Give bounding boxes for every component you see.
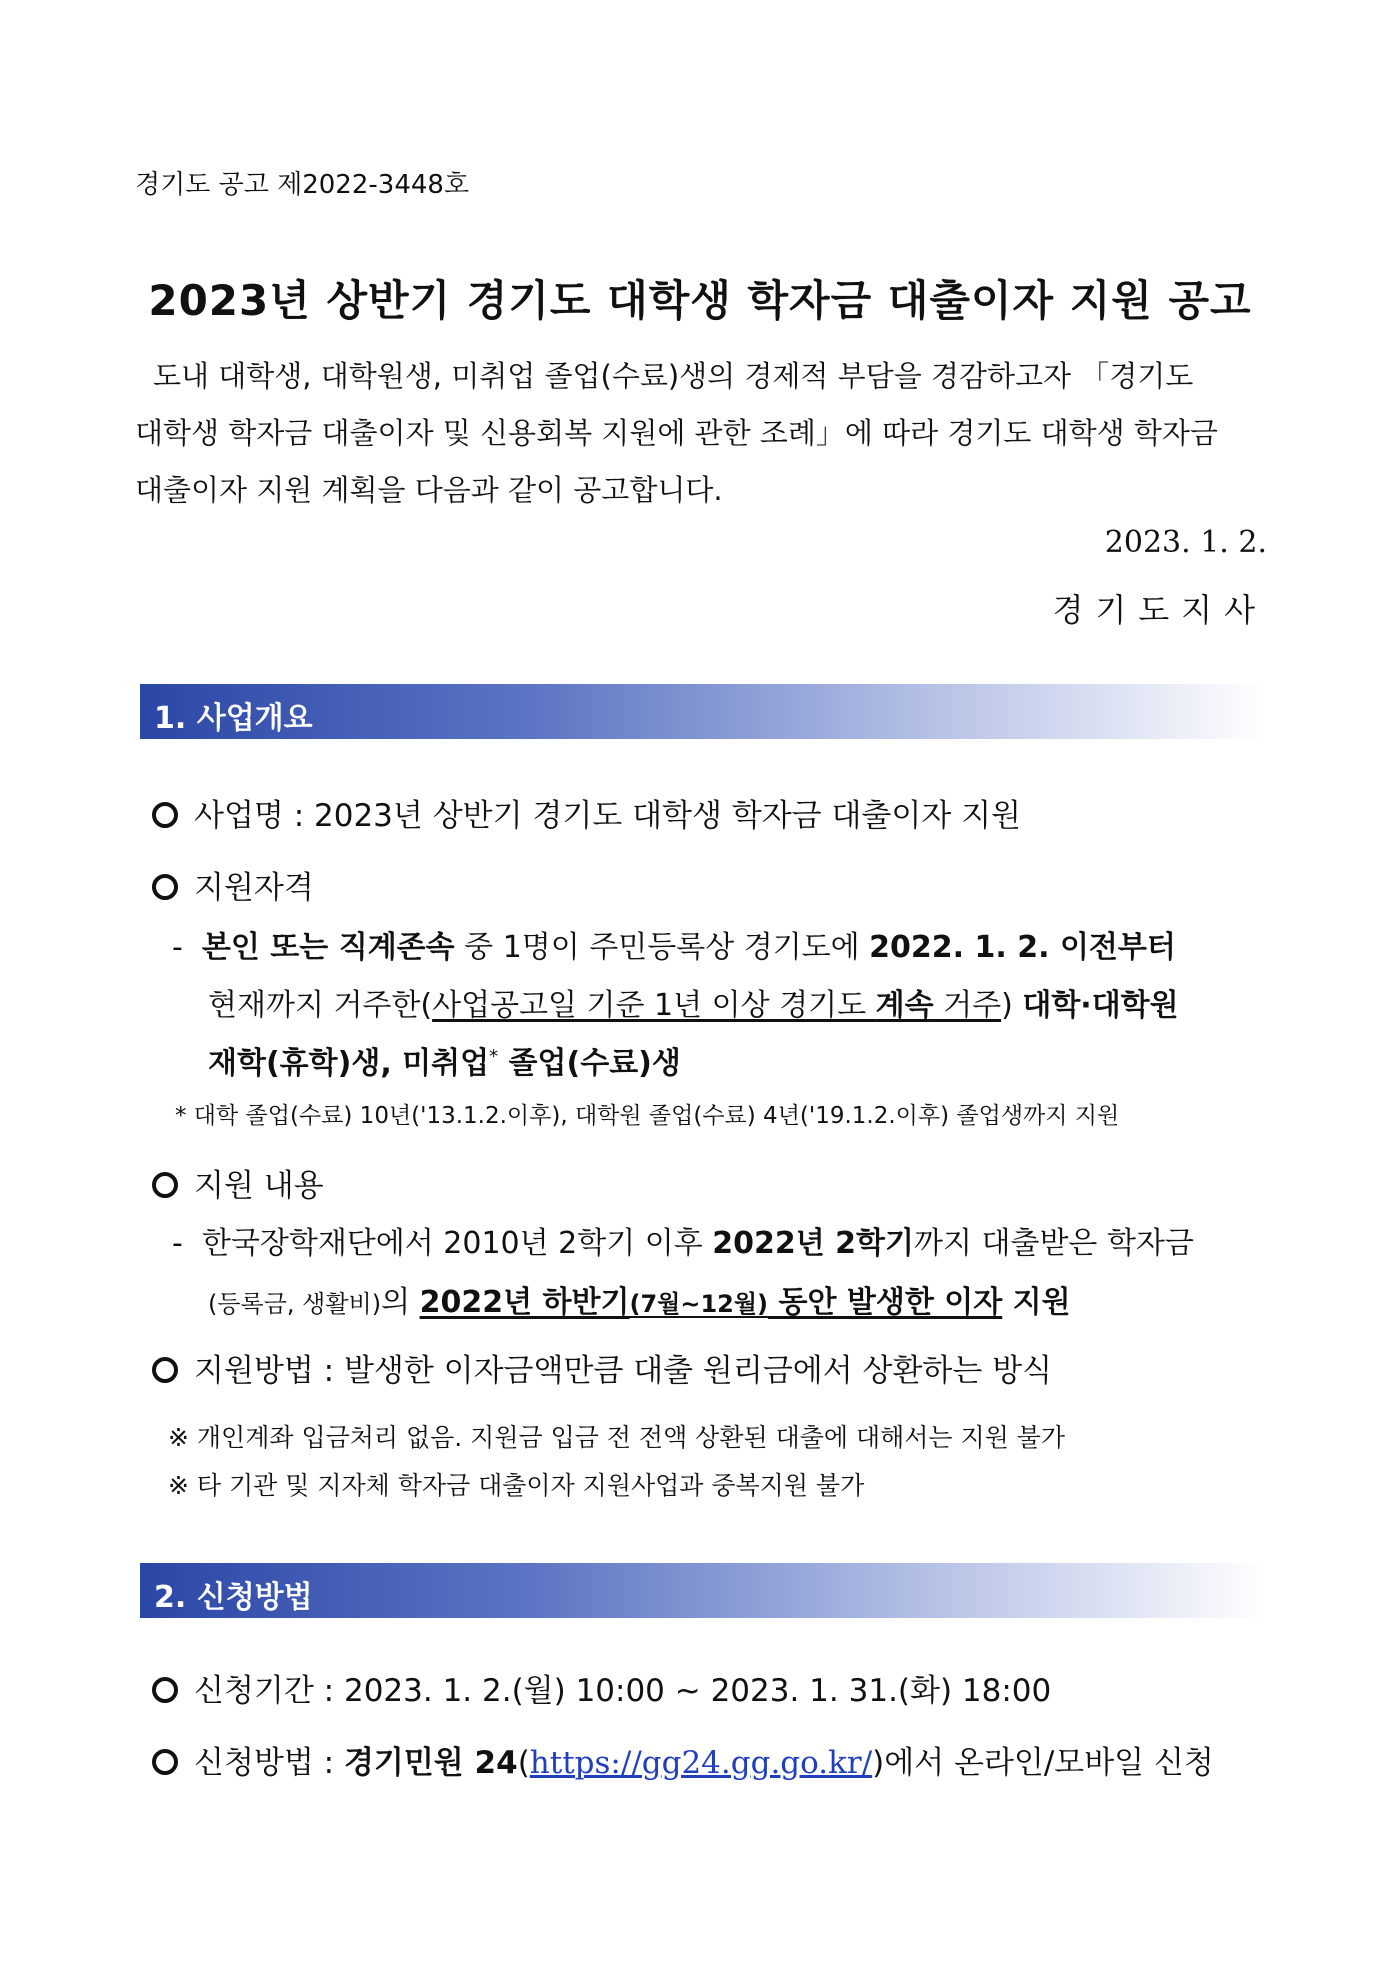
section-1-title: 1. 사업개요 <box>154 701 313 736</box>
circle-bullet-icon <box>152 802 178 828</box>
circle-bullet-icon <box>152 1172 178 1198</box>
section-2-title: 2. 신청방법 <box>154 1580 313 1615</box>
support-content-line-1: - 한국장학재단에서 2010년 2학기 이후 2022년 2학기까지 대출받은 학자금 <box>172 1226 1194 1261</box>
application-method-item: 신청방법 : 경기민원 24(https://gg24.gg.go.kr/)에서 온라인/모바일 신청 <box>152 1737 1214 1782</box>
circle-bullet-icon <box>152 1749 178 1775</box>
eligibility-note: * 대학 졸업(수료) 10년('13.1.2.이후), 대학원 졸업(수료) 4년('19.1.2.이후) 졸업생까지 지원 <box>175 1103 1120 1129</box>
circle-bullet-icon <box>152 1357 178 1383</box>
support-content-line-2: (등록금, 생활비)의 2022년 하반기(7월~12월) 동안 발생한 이자 지원 <box>208 1285 1071 1320</box>
gg24-link[interactable]: https://gg24.gg.go.kr/ <box>529 1745 873 1781</box>
support-method-item: 지원방법 : 발생한 이자금액만큼 대출 원리금에서 상환하는 방식 <box>152 1345 1052 1390</box>
section-2-header <box>140 1563 1265 1618</box>
signer: 경기도지사 <box>1052 591 1267 629</box>
circle-bullet-icon <box>152 874 178 900</box>
intro-line-1: 도내 대학생, 대학원생, 미취업 졸업(수료)생의 경제적 부담을 경감하고자 「경기도 <box>153 359 1194 393</box>
business-name-item: 사업명 : 2023년 상반기 경기도 대학생 학자금 대출이자 지원 <box>152 790 1021 835</box>
reference-note-2: ※ 타 기관 및 지자체 학자금 대출이자 지원사업과 중복지원 불가 <box>168 1471 865 1500</box>
eligibility-line-2: 현재까지 거주한(사업공고일 기준 1년 이상 경기도 계속 거주) 대학·대학원 <box>208 988 1179 1023</box>
announcement-date: 2023. 1. 2. <box>1104 525 1267 560</box>
eligibility-line-1: - 본인 또는 직계존속 중 1명이 주민등록상 경기도에 2022. 1. 2. 이전부터 <box>172 930 1176 965</box>
circle-bullet-icon <box>152 1677 178 1703</box>
intro-line-2: 대학생 학자금 대출이자 및 신용회복 지원에 관한 조례」에 따라 경기도 대학생 학자금 <box>135 416 1218 450</box>
application-period-item: 신청기간 : 2023. 1. 2.(월) 10:00 ~ 2023. 1. 31.(화) 18:00 <box>152 1665 1051 1710</box>
notice-number: 경기도 공고 제2022-3448호 <box>135 170 470 200</box>
eligibility-line-3: 재학(휴학)생, 미취업* 졸업(수료)생 <box>208 1046 681 1081</box>
intro-line-3: 대출이자 지원 계획을 다음과 같이 공고합니다. <box>135 473 723 507</box>
section-1-header <box>140 684 1265 739</box>
intro-paragraph <box>135 348 1270 519</box>
page-title: 2023년 상반기 경기도 대학생 학자금 대출이자 지원 공고 <box>148 276 1252 325</box>
reference-note-1: ※ 개인계좌 입금처리 없음. 지원금 입금 전 전액 상환된 대출에 대해서는 지원 불가 <box>168 1423 1066 1452</box>
eligibility-item: 지원자격 <box>152 862 314 907</box>
support-content-item: 지원 내용 <box>152 1160 324 1205</box>
